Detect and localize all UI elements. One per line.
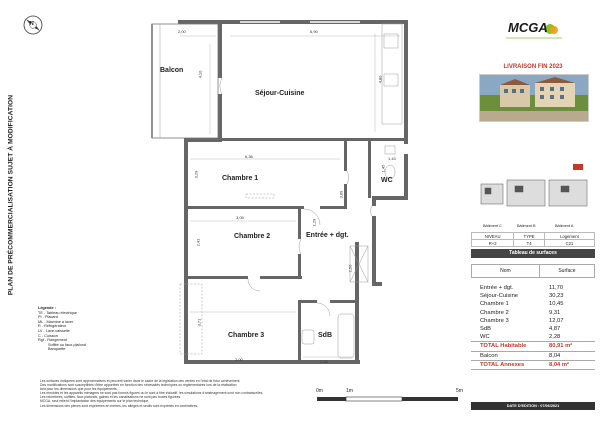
room-wc: WC	[381, 177, 393, 184]
disclaimer-notes	[40, 379, 340, 408]
col-surface: Surface	[539, 265, 594, 277]
surfaces-table	[471, 264, 595, 370]
info-header-type: TYPE	[514, 233, 544, 240]
room-chambre-2: Chambre 2	[234, 233, 271, 240]
row-surface: 2,28	[549, 334, 561, 341]
scale-label-5: 5m	[456, 388, 463, 394]
keyplan-batiment-c: Bâtiment C	[483, 224, 502, 228]
table-row	[471, 284, 595, 292]
building-photo	[479, 74, 589, 122]
total-annexes-label: TOTAL Annexes	[480, 361, 525, 368]
table-row	[471, 333, 595, 341]
table-row	[471, 292, 595, 300]
col-nom: Nom	[500, 268, 511, 274]
keyplan-batiment-a: Bâtiment A	[555, 224, 574, 228]
legend-item: Rgt - Rangement	[38, 338, 67, 343]
surfaces-title: Tableau de surfaces	[471, 249, 595, 258]
legend-item: Soffite ou faux-plafond	[48, 342, 86, 347]
row-nom: Entrée + dgt.	[480, 285, 514, 291]
scale-label-0: 0m	[316, 388, 323, 394]
room-entree: Entrée + dgt.	[306, 232, 349, 239]
row-nom: Chambre 3	[480, 317, 509, 324]
total-habitable-value: 80,91 m²	[549, 343, 573, 350]
legend-item: ML - Machine à laver	[38, 319, 74, 324]
scale-bar	[316, 388, 464, 408]
total-habitable-label: TOTAL Habitable	[480, 343, 527, 350]
row-nom: SdB	[480, 325, 491, 332]
total-annexes-value: 8,04 m²	[549, 361, 569, 368]
row-surface: 30,23	[549, 293, 564, 300]
dimension-label: 1,45	[380, 164, 386, 173]
floor-plan	[150, 14, 440, 374]
row-nom: Balcon	[480, 352, 498, 359]
dimension-label: 6,90	[310, 29, 318, 34]
edition-date: DATE D'EDITION : 07/06/2021	[471, 402, 595, 410]
row-nom: Chambre 1	[480, 301, 509, 308]
legend	[38, 306, 148, 352]
note-line: tant pour les dimensions que pour les équipements.	[40, 387, 118, 392]
compass-icon	[22, 14, 44, 36]
table-row	[471, 309, 595, 317]
dimension-label: 3,05	[236, 215, 244, 220]
info-value-niveau: R+2	[472, 240, 514, 247]
note-line: Les meubles et les appareils ménagers ne sont pas fournis figurés ou le sont à titre indicatif, les simulations d'aménagement sont non contractuelles.	[40, 391, 264, 396]
dimension-label: 1,29	[311, 218, 317, 227]
row-surface: 8,04	[549, 352, 561, 359]
dimension-label: 4,10	[197, 70, 203, 79]
dimension-label: 6,36	[245, 154, 253, 159]
dimension-label: 2,00	[178, 29, 186, 34]
room-sdb: SdB	[318, 332, 332, 339]
info-value-type: T4	[514, 240, 544, 247]
logo-text: MCGA	[508, 20, 548, 35]
keyplan-batiment-b: Bâtiment B	[517, 224, 536, 228]
row-nom: Chambre 2	[480, 309, 509, 316]
legend-item: R - Réfrigérateur	[38, 324, 67, 329]
note-line: MCGA, seul retient l'implantation des équipements sur le plan technique.	[40, 399, 150, 404]
dimension-label: 3,89	[338, 190, 344, 199]
unit-info	[471, 232, 595, 247]
row-surface: 11,70	[549, 285, 564, 291]
scale-label-1: 1m	[346, 388, 353, 394]
row-surface: 10,45	[549, 301, 564, 308]
info-header-niveau: NIVEAU	[472, 233, 514, 240]
mcga-logo	[498, 18, 568, 42]
row-nom: Séjour-Cuisine	[480, 293, 519, 300]
legend-item: C - Cuisson	[38, 333, 58, 338]
row-nom: WC	[480, 334, 490, 341]
total-habitable-row	[471, 341, 595, 351]
key-plan	[471, 150, 595, 230]
vertical-title	[2, 90, 20, 300]
table-row	[471, 317, 595, 325]
row-surface: 9,31	[549, 309, 561, 316]
note-line: Les surfaces indiquées sont approximatives et peuvent varier dans le cadre de la législation des ventes en l'état de futur achèvement.	[40, 379, 241, 383]
dimension-label: 4,80	[377, 75, 383, 84]
table-row	[471, 352, 595, 360]
dimension-label: 3,29	[193, 170, 199, 179]
dimension-label: 2,54	[320, 359, 328, 364]
note-line: Les dimensions des pièces sont exprimées en mètres, les allèges et seuils sont exprimés en centimètres.	[40, 403, 199, 408]
info-value-logement: C21	[544, 240, 594, 247]
compass-label: N	[30, 21, 34, 27]
note-line: Les retombées, soffites, faux plafonds, gaines et les canalisations ne sont pas toutes figurées.	[40, 395, 182, 400]
note-line: Des modifications sont susceptibles d'être apportées en fonction des nécessités techniques ou réglementaires lors de la réalisation	[40, 383, 237, 388]
legend-item: PI - Placard	[38, 315, 58, 320]
room-sejour-cuisine: Séjour-Cuisine	[255, 90, 305, 97]
room-chambre-1: Chambre 1	[222, 175, 259, 182]
dimension-label: 3,71	[196, 318, 202, 327]
dimension-label: 2,00	[235, 357, 243, 362]
legend-title: Légende :	[38, 306, 56, 310]
legend-item: TE - Tableau électrique	[38, 310, 77, 315]
info-header-logement: Logement	[544, 233, 594, 240]
dimension-label: 2,50	[347, 264, 353, 273]
row-surface: 12,07	[549, 317, 564, 324]
room-balcon: Balcon	[160, 67, 184, 74]
livraison-date: LIVRAISON FIN 2023	[503, 64, 563, 70]
total-annexes-row	[471, 360, 595, 370]
table-row	[471, 325, 595, 333]
surfaces-header	[471, 264, 595, 278]
legend-item: LV - Lave-vaisselle	[38, 328, 70, 333]
vertical-title-text: PLAN DE PRÉCOMMERCIALISATION SUJET À MODIFICATION	[7, 94, 15, 296]
dimension-label: 1,43	[388, 156, 396, 161]
row-surface: 4,87	[549, 325, 561, 332]
floor-plan-drawing	[150, 14, 440, 374]
legend-item: Banquette	[48, 347, 66, 352]
room-chambre-3: Chambre 3	[228, 332, 265, 339]
table-row	[471, 300, 595, 308]
dimension-label: 2,41	[195, 238, 201, 247]
